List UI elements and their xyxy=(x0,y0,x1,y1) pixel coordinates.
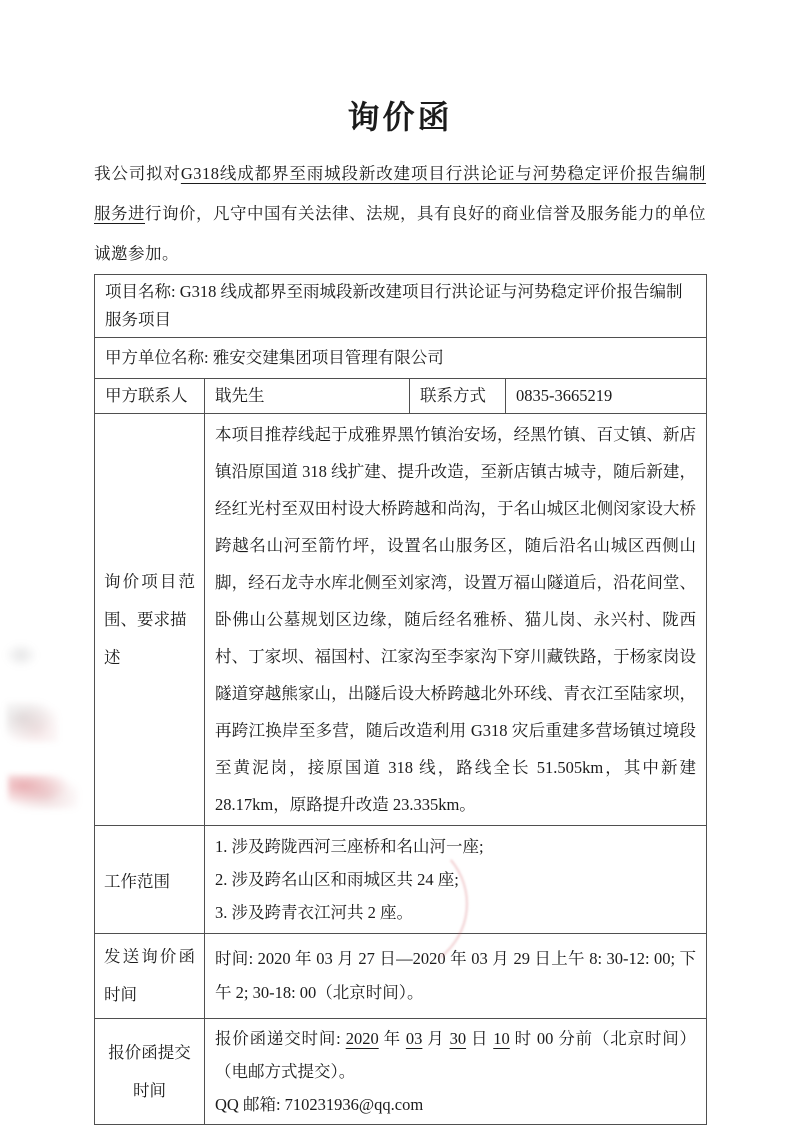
submit-prefix: 报价函递交时间: xyxy=(215,1029,346,1048)
submit-day: 30 xyxy=(449,1029,467,1048)
work-item-2: 2. 涉及跨名山区和雨城区共 24 座; xyxy=(215,870,459,889)
party-row xyxy=(95,338,707,379)
party-cell xyxy=(95,338,707,379)
intro-prefix: 我公司拟对 xyxy=(94,164,181,183)
submit-month: 03 xyxy=(405,1029,423,1048)
scope-label-cell xyxy=(95,414,205,826)
project-name-cell xyxy=(95,275,707,338)
scan-smudge-top xyxy=(4,642,38,668)
send-time-row xyxy=(95,934,707,1019)
work-item-3: 3. 涉及跨青衣江河共 2 座。 xyxy=(215,903,413,922)
qq-email-line xyxy=(215,1088,696,1121)
scope-label-line2: 围、要求描述 xyxy=(104,609,187,667)
work-scope-row xyxy=(95,826,707,934)
send-time-value-cell: 时间: 2020 年 03 月 27 日—2020 年 03 月 29 日上午 8: 30-12: 00; 下午 2; 30-18: 00（北京时间）。 xyxy=(205,934,707,1019)
submit-time-label-line1: 报价函提交 xyxy=(108,1042,191,1062)
work-item-1: 1. 涉及跨陇西河三座桥和名山河一座; xyxy=(215,837,484,856)
submit-time-row xyxy=(95,1019,707,1125)
contact-method-label: 联系方式 xyxy=(410,379,506,414)
submit-sep1: 年 xyxy=(378,1029,406,1048)
qq-email-label: QQ 邮箱: xyxy=(215,1095,285,1114)
send-time-label-line2: 时间 xyxy=(104,985,137,1004)
party-label: 甲方单位名称: xyxy=(105,348,213,367)
submit-hour: 10 xyxy=(493,1029,510,1048)
work-scope-label-cell: 工作范围 xyxy=(95,826,205,934)
scope-row xyxy=(95,414,707,826)
contact-person-value: 戢先生 xyxy=(205,379,410,414)
submit-year: 2020 xyxy=(345,1029,379,1048)
project-name-row xyxy=(95,275,707,338)
intro-paragraph xyxy=(94,154,706,274)
contact-person-label: 甲方联系人 xyxy=(95,379,205,414)
submit-time-label-cell xyxy=(95,1019,205,1125)
contact-row xyxy=(95,379,707,414)
submit-time-label-line2: 时间 xyxy=(133,1080,166,1100)
inquiry-table-wrapper xyxy=(94,274,706,1125)
submit-time-value-cell xyxy=(205,1019,707,1125)
submit-sep3: 日 xyxy=(466,1029,494,1048)
submit-suffix: 时 00 分前（北京时间）（电邮方式提交）。 xyxy=(215,1029,697,1081)
scan-smudge-red xyxy=(8,775,78,809)
inquiry-table xyxy=(94,274,707,1125)
intro-rest: 行询价，凡守中国有关法律、法规，具有良好的商业信誉及服务能力的单位诚邀参加。 xyxy=(94,204,706,263)
work-scope-items-cell xyxy=(205,826,707,934)
project-name-value: G318 线成都界至雨城段新改建项目行洪论证与河势稳定评价报告编制服务项目 xyxy=(105,282,683,329)
qq-email-value: 710231936@qq.com xyxy=(284,1095,424,1114)
scope-label-line1: 询价项目范 xyxy=(104,571,195,591)
scan-smudge-middle xyxy=(6,702,58,742)
party-name-value: 雅安交建集团项目管理有限公司 xyxy=(212,348,444,367)
contact-phone-value: 0835-3665219 xyxy=(506,379,707,414)
send-time-label-line1: 发送询价函 xyxy=(104,947,195,966)
scope-description-cell: 本项目推荐线起于成雅界黑竹镇治安场，经黑竹镇、百丈镇、新店镇沿原国道 318 线扩建、提升改造，至新店镇古城寺，随后新建，经红光村至双田村设大桥跨越和尚沟，于名山城区北侧闵家设大桥跨越名山河至箭竹坪，设置名山服务区，随后沿名山城区西侧山脚，经石龙寺水库北侧至刘家湾，设置万福山隧道后，沿花间堂、卧佛山公墓规划区边缘，随后经名雅桥、猫儿岗、永兴村、陇西村、丁家坝、福国村、江家沟至李家沟下穿川藏铁路，于杨家岗设隧道穿越熊家山，出隧后设大桥跨越北外环线、青衣江至陆家坝，再跨江换岸至多营，随后改造利用 G318 灾后重建多营场镇过境段至黄泥岗，接原国道 318 线，路线全长 51.505km，其中新建 28.17km，原路提升改造 23.335km。 xyxy=(205,414,707,826)
intro-underlined-project: G318线成都界至雨城段新改建项目行洪论证与河势稳定评价报告编制服务进 xyxy=(94,164,707,223)
submit-deadline-text xyxy=(215,1022,696,1088)
project-name-label: 项目名称: xyxy=(105,282,180,301)
page-title: 询价函 xyxy=(347,99,453,135)
send-time-label-cell xyxy=(95,934,205,1019)
submit-sep2: 月 xyxy=(422,1029,450,1048)
